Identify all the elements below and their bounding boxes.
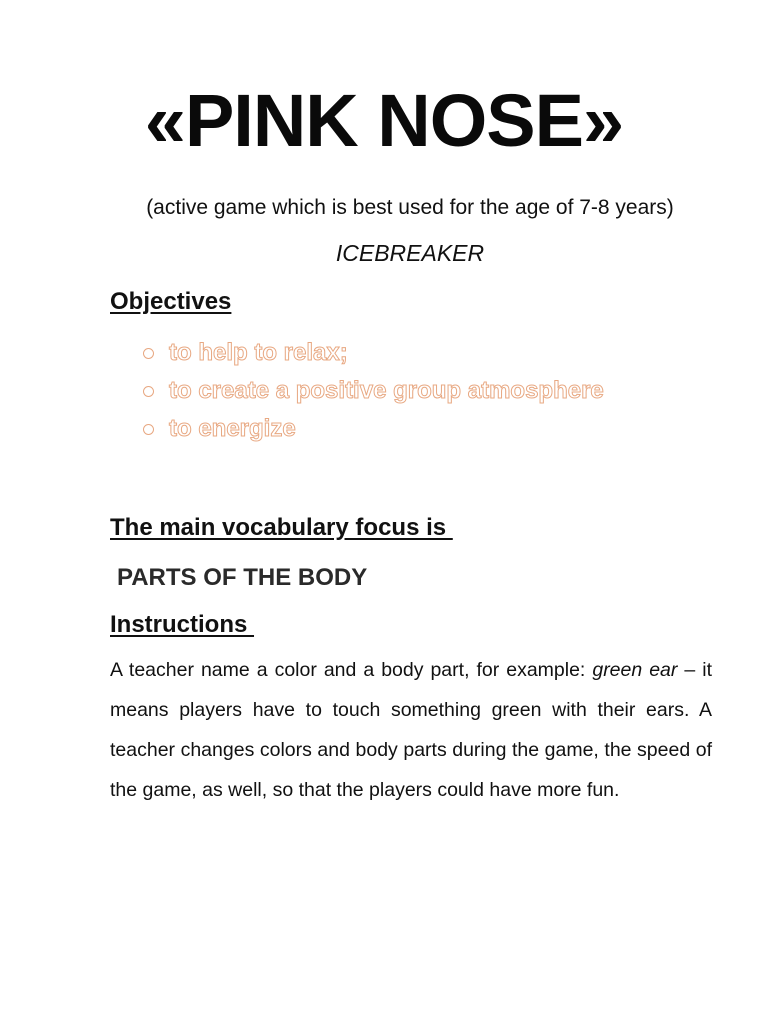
circle-bullet-icon: [143, 386, 154, 397]
circle-bullet-icon: [143, 424, 154, 435]
objectives-heading: Objectives: [110, 288, 232, 315]
vocabulary-heading: The main vocabulary focus is: [110, 514, 453, 541]
instructions-text-end: – it means players have to touch something green with their ears. A teacher changes colors and body parts during the game, the speed of the game, as well, so that the players could have more fun.: [110, 659, 712, 801]
instructions-example: green ear: [592, 659, 678, 681]
objective-text: to energize: [169, 415, 296, 442]
objective-text: to create a positive group atmosphere: [169, 377, 604, 404]
instructions-paragraph: [110, 650, 712, 810]
objective-item: [143, 372, 604, 410]
objective-item: [143, 334, 604, 372]
instructions-heading: Instructions: [110, 611, 255, 638]
instructions-text-start: A teacher name a color and a body part, for example:: [110, 659, 593, 681]
subtitle: (active game which is best used for the age of 7-8 years): [146, 196, 674, 219]
objective-text: to help to relax;: [169, 339, 348, 366]
circle-bullet-icon: [143, 348, 154, 359]
vocabulary-focus: PARTS OF THE BODY: [117, 564, 368, 591]
game-genre: ICEBREAKER: [335, 240, 485, 266]
objectives-list: [143, 334, 604, 448]
page-title: «PINK NOSE»: [144, 79, 624, 162]
objective-item: [143, 410, 604, 448]
